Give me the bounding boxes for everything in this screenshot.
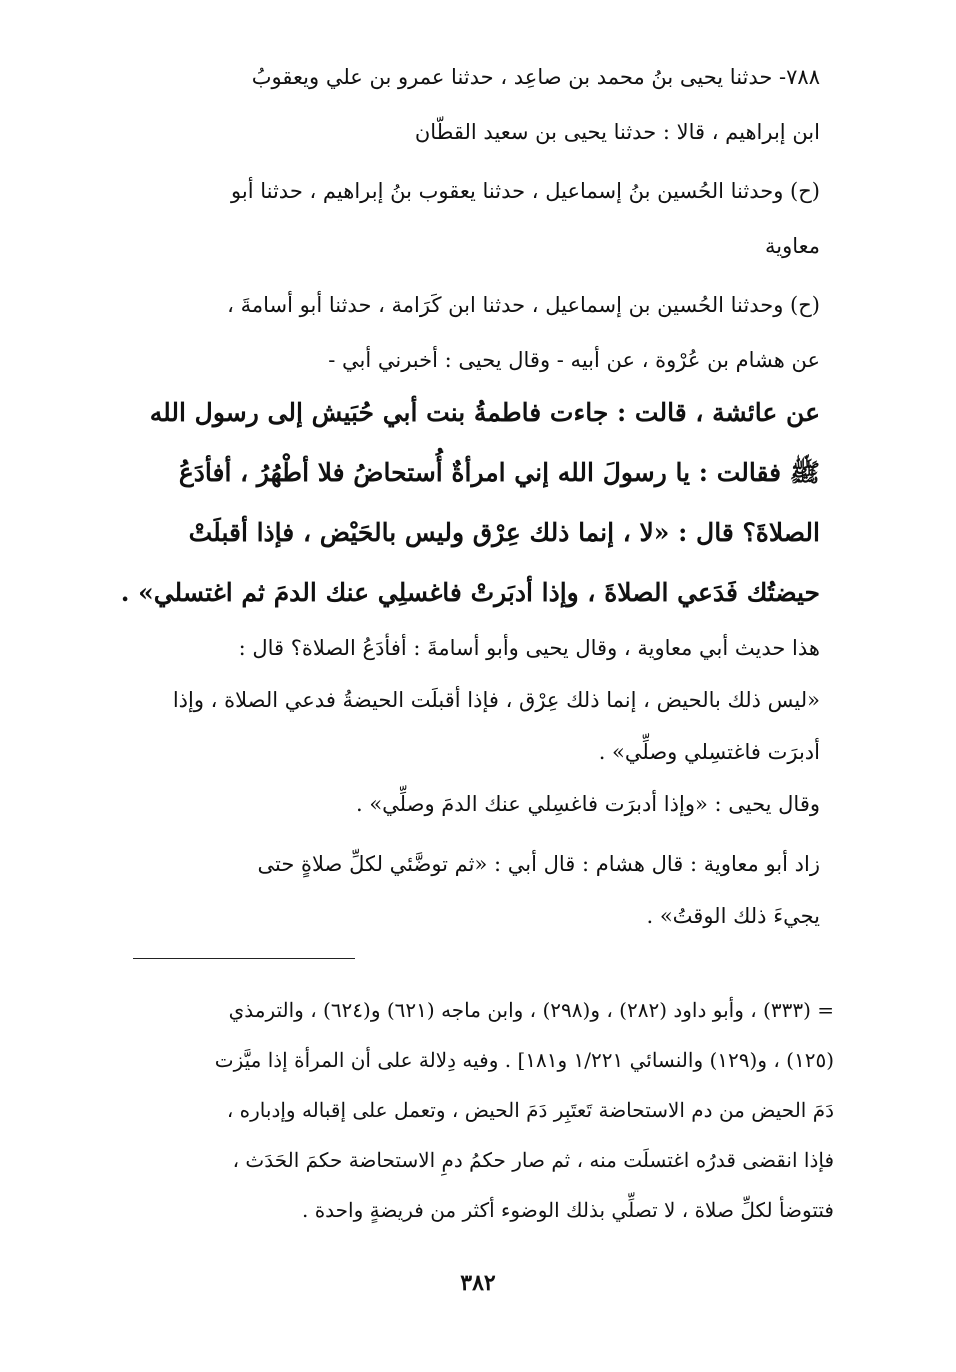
footnote-separator [133, 958, 355, 959]
hadith-isnad [120, 50, 820, 388]
isnad-line: عن هشام بن عُرْوة ، عن أبيه - وقال يحيى : أخبرني أبي - [328, 348, 820, 372]
matn-line: الصلاةَ؟ قال : «لا ، إنما ذلك عِرْق وليس بالحَيْض ، فإذا أقبلَتْ [188, 518, 820, 547]
isnad-line: ٧٨٨- حدثنا يحيى بنُ محمد بن صاعِد ، حدثنا عمرو بن علي ويعقوبُ [251, 65, 820, 89]
isnad-line: (ح) وحدثنا الحُسين بنُ إسماعيل ، حدثنا يعقوب بنُ إبراهيم ، حدثنا أبو [231, 179, 820, 203]
footnote-line: (١٢٥) ، و(١٢٩) والنسائي ١/٢٢١ و١٨١] . وفيه دِلالة على أن المرأة إذا ميَّزت [214, 1048, 834, 1072]
isnad-line: معاوية [764, 234, 820, 258]
note-line: زاد أبو معاوية : قال هشام : قال أبي : «ثم توضَّئي لكلِّ صلاةٍ حتى [257, 852, 820, 876]
isnad-line: (ح) وحدثنا الحُسين بن إسماعيل ، حدثنا ابن كَرَامة ، حدثنا أبو أسامةَ ، [227, 293, 820, 317]
matn-line: عن عائشة ، قالت : جاءت فاطمةُ بنت أبي حُبَيش إلى رسول الله [149, 398, 820, 427]
footnote-line: فإذا انقضى قدرُه اغتسلَت منه ، ثم صار حكمُ دمِ الاستحاضة حكمَ الحَدَث ، [232, 1148, 834, 1172]
footnote-line: دَمَ الحيض من دم الاستحاضة تَعتَبِر دَمَ الحيض ، وتعمل على إقباله وإدباره ، [226, 1098, 834, 1122]
footnote-line: = (٣٣٣) ، وأبو داود (٢٨٢) ، و(٢٩٨) ، وابن ماجه (٦٢١) و(٦٢٤) ، والترمذي [228, 998, 834, 1022]
hadith-matn [120, 383, 820, 623]
matn-line: حيضتُك فَدَعي الصلاةَ ، وإذا أدبَرتْ فاغسلِي عنك الدمَ ثم اغتسلي» . [120, 578, 820, 607]
footnote-line: فتتوضأ لكلِّ صلاة ، لا تصلِّي بذلك الوضوء أكثر من فريضةٍ واحدة . [301, 1198, 834, 1222]
hadith-note-yahya [120, 778, 820, 830]
footnote [119, 985, 834, 1235]
hadith-note-variants [120, 622, 820, 778]
note-line: «ليس ذلك بالحيض ، إنما ذلك عِرْق ، فإذا أقبلَت الحيضةُ فدعي الصلاة ، وإذا [172, 688, 820, 712]
matn-line: ﷺ فقالت : يا رسولَ الله إني امرأةٌ أُستحاضُ فلا أطْهُرُ ، أفأدَعُ [178, 458, 820, 487]
note-line: هذا حديث أبي معاوية ، وقال يحيى وأبو أسامةَ : أفأدَعُ الصلاة؟ قال : [238, 636, 820, 660]
hadith-note-addition [120, 838, 820, 942]
page-number: ٣٨٢ [460, 1270, 496, 1296]
note-line: أدبرَت فاغتسِلي وصلِّي» . [598, 740, 820, 764]
note-line: يجيءَ ذلك الوقتُ» . [646, 904, 820, 928]
isnad-line: ابن إبراهيم ، قالا : حدثنا يحيى بن سعيد القطّان [414, 120, 820, 144]
note-line: وقال يحيى : «وإذا أدبرَت فاغسِلي عنك الدمَ وصلِّي» . [355, 792, 820, 816]
